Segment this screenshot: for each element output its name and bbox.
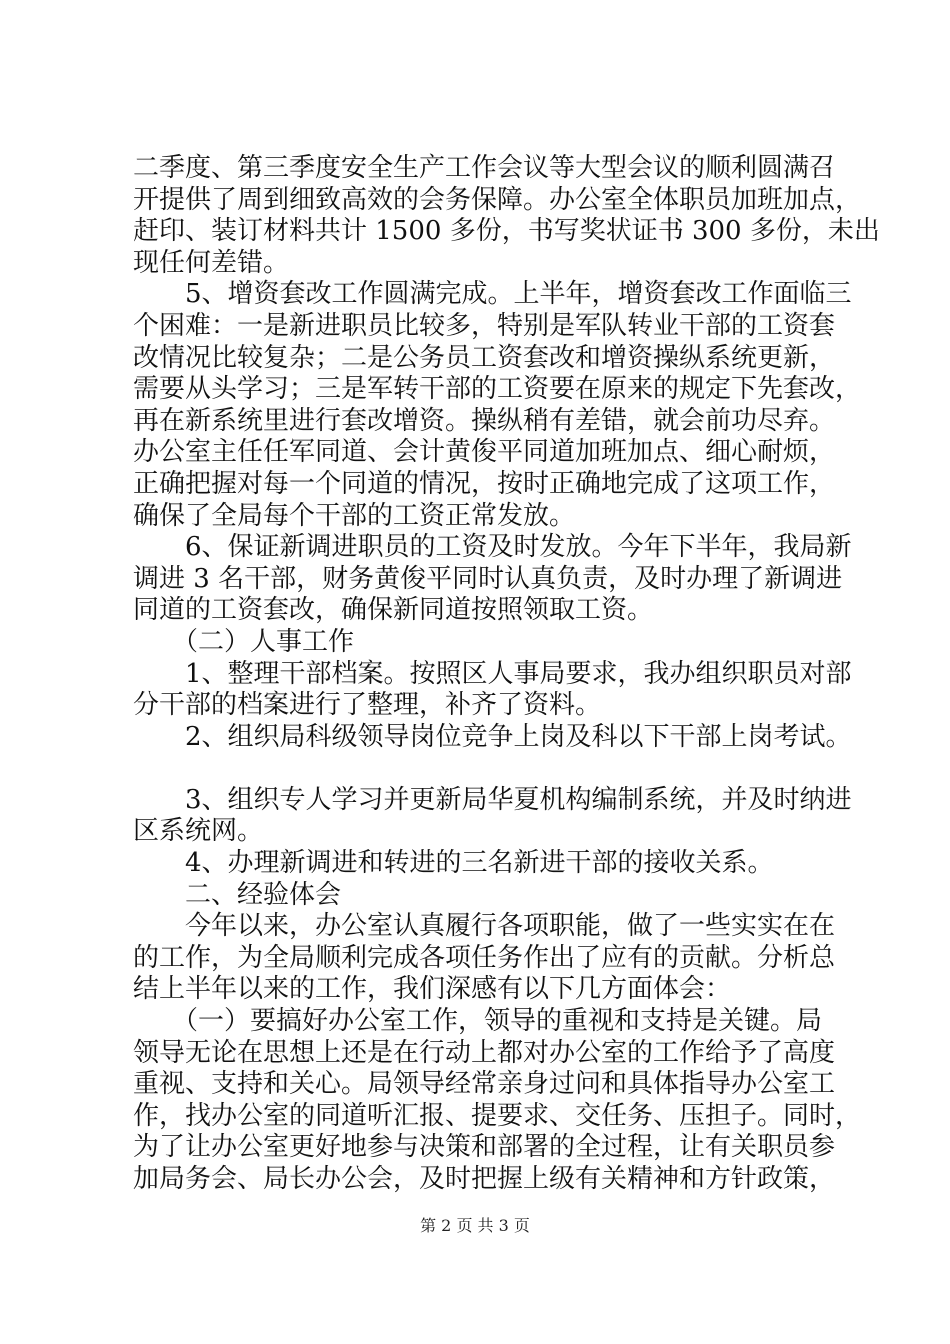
page-footer: 第 2 页 共 3 页 [420,1216,530,1235]
text-line: 加局务会、局长办公会，及时把握上级有关精神和方针政策， [133,1164,836,1194]
text-line: 改情况比较复杂；二是公务员工资套改和增资操纵系统更新， [133,342,836,373]
text-line: 1、整理干部档案。按照区人事局要求，我办组织职员对部 [133,658,852,689]
text-line: 需要从头学习；三是军转干部的工资要在原来的规定下先套改， [133,374,862,405]
text-line: 二、经验体会 [133,879,342,910]
text-line: 4、办理新调进和转进的三名新进干部的接收关系。 [133,848,774,879]
text-line: （一）要搞好办公室工作，领导的重视和支持是关键。局 [133,1006,823,1037]
text-line: 领导无论在思想上还是在行动上都对办公室的工作给予了高度 [133,1037,836,1068]
text-line: 6、保证新调进职员的工资及时发放。今年下半年，我局新 [133,532,852,563]
text-line: （二）人事工作 [133,626,355,657]
text-line: 个困难：一是新进职员比较多，特别是军队转业干部的工资套 [133,310,836,341]
text-line: 结上半年以来的工作，我们深感有以下几方面体会： [133,974,732,1005]
blank-line [133,753,838,785]
text-line: 5、增资套改工作圆满完成。上半年，增资套改工作面临三 [133,279,852,310]
text-line: 区系统网。 [133,816,264,847]
text-line: 赶印、装订材料共计 1500 多份，书写奖状证书 300 多份，未出 [133,216,880,247]
text-line: 3、组织专人学习并更新局华夏机构编制系统，并及时纳进 [133,784,852,815]
text-line: 的工作，为全局顺利完成各项任务作出了应有的贡献。分析总 [133,942,836,973]
text-line: 今年以来，办公室认真履行各项职能，做了一些实实在在 [133,911,836,942]
text-line: 调进 3 名干部，财务黄俊平同时认真负责，及时办理了新调进 [133,563,843,594]
text-line: 2、组织局科级领导岗位竞争上岗及科以下干部上岗考试。 [133,721,852,752]
text-line: 分干部的档案进行了整理，补齐了资料。 [133,690,602,721]
text-line: 正确把握对每一个同道的情况，按时正确地完成了这项工作， [133,468,836,499]
text-line: 办公室主任任军同道、会计黄俊平同道加班加点、细心耐烦， [133,437,836,468]
text-line: 重视、支持和关心。局领导经常亲身过问和具体指导办公室工 [133,1069,836,1100]
text-line: 开提供了周到细致高效的会务保障。办公室全体职员加班加点， [133,184,862,215]
document-body [133,153,880,1196]
text-line: 再在新系统里进行套改增资。操纵稍有差错，就会前功尽弃。 [133,405,836,436]
text-line: 同道的工资套改，确保新同道按照领取工资。 [133,595,654,626]
text-line: 现任何差错。 [133,247,290,278]
text-line: 作，找办公室的同道听汇报、提要求、交任务、压担子。同时， [133,1100,862,1131]
text-line: 确保了全局每个干部的工资正常发放。 [133,500,576,531]
text-line: 二季度、第三季度安全生产工作会议等大型会议的顺利圆满召 [133,153,836,183]
text-line: 为了让办公室更好地参与决策和部署的全过程，让有关职员参 [133,1132,836,1163]
